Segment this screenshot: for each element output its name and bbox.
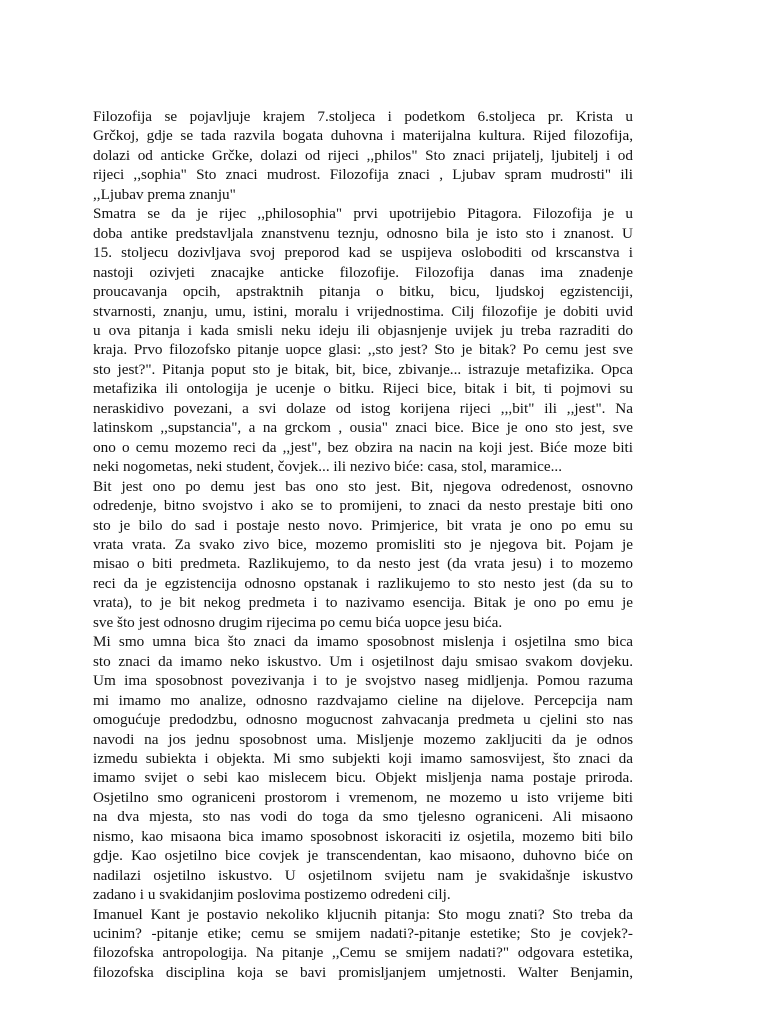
document-body-text [93, 107, 633, 982]
text-line: stvarnosti, znanju, umu, istini, moralu i vrijednostima. Cilj filozofije je dobiti uvid [93, 302, 633, 320]
text-line: sve što jest odnosno drugim rijecima po cemu bića uopce jesu bića. [93, 613, 503, 631]
text-line: odredenje, bitno svojstvo i ako se to promijeni, to znaci da nesto prestaje biti ono [93, 497, 633, 515]
text-line: na dva mjesta, sto nas vodi do toga da smo tjelesno ograniceni. Ali misaono [93, 808, 633, 826]
text-line: Smatra se da je rijec ,,philosophia" prvi upotrijebio Pitagora. Filozofija je u [93, 205, 633, 223]
text-line: rijeci ,,sophia" Sto znaci mudrost. Filozofija znaci , Ljubav spram mudrosti" ili [93, 166, 633, 184]
text-line: misao o biti predmeta. Razlikujemo, to da nesto jest (da vrata jesu) i to mozemo [93, 555, 633, 573]
text-line: gdje. Kao osjetilno bice covjek je transcendentan, kao misaono, duhovno biće on [93, 847, 633, 865]
text-line: sto je bilo do sad i postaje nesto novo. Primjerice, bit vrata je ono po emu su [93, 516, 633, 534]
text-line: proucavanja opcih, apstraktnih pitanja o bitku, bicu, ljudskoj egzistenciji, [93, 283, 633, 301]
text-line: kraja. Prvo filozofsko pitanje uopce glasi: ,,sto jest? Sto je bitak? Po cemu jest sve [93, 341, 633, 359]
text-line: izmedu subiekta i objekta. Mi smo subjekti koji imamo samosvijest, što znaci da [93, 749, 633, 767]
text-line: Imanuel Kant je postavio nekoliko kljucnih pitanja: Sto mogu znati? Sto treba da [93, 905, 633, 923]
text-line: nastoji ozivjeti znacajke anticke filozofije. Filozofija danas ima znadenje [93, 263, 633, 281]
text-line: omogućuje predodzbu, odnosno mogucnost zahvacanja predmeta u cjelini sto nas [93, 711, 633, 729]
text-line: neraskidivo povezani, a svi dolaze od istog korijena rijeci ,,,bit" ili ,,jest". Na [93, 399, 633, 417]
text-line: nismo, kao misaona bica imamo sposobnost iskoraciti iz osjetila, mozemo biti bilo [93, 827, 633, 845]
text-line: latinskom ,,supstancia", a na grckom , ousia" znaci bice. Bice je ono sto jest, sve [93, 419, 633, 437]
text-line: Osjetilno smo ograniceni prostorom i vremenom, ne mozemo u isto vrijeme biti [93, 788, 633, 806]
text-line: metafizika ili ontologija je ucenje o bitku. Rijeci bice, bitak i bit, ti pojmovi su [93, 380, 633, 398]
text-line: ,,Ljubav prema znanju" [93, 185, 236, 203]
text-line: nadilazi osjetilno iskustvo. U osjetilnom svijetu nam je svakidašnje iskustvo [93, 866, 633, 884]
text-line: u ova pitanja i kada smisli neku ideju ili objasnjenje uvijek ju treba razraditi do [93, 321, 633, 339]
text-line: 15. stoljecu dozivljava svoj preporod kad se uspijeva osloboditi od krscanstva i [93, 244, 633, 262]
text-line: imamo svijet o sebi kao mislecem bicu. Objekt misljenja nama postaje priroda. [93, 769, 633, 787]
text-line: sto znaci da imamo neko iskustvo. Um i osjetilnost daju smisao svakom dovjeku. [93, 652, 633, 670]
text-line: navodi na jos jednu sposobnost uma. Misljenje mozemo zakljuciti da je odnos [93, 730, 633, 748]
text-line: filozofska disciplina koja se bavi promisljanjem umjetnosti. Walter Benjamin, [93, 963, 633, 981]
text-line: vrata vrata. Za svako zivo bice, mozemo promisliti sto je njegova bit. Pojam je [93, 535, 633, 553]
text-line: ono o cemu mozemo reci da ,,jest", bez obzira na nacin na koji jest. Biće moze biti [93, 438, 633, 456]
text-line: Um ima sposobnost povezivanja i to je svojstvo naseg midljenja. Pomou razuma [93, 672, 633, 690]
text-line: vrata), to je bit nekog predmeta i to nazivamo esencija. Bitak je ono po emu je [93, 594, 633, 612]
text-line: sto jest?". Pitanja poput sto je bitak, bit, bice, zbivanje... istrazuje metafizika. Opca [93, 360, 633, 378]
text-line: Filozofija se pojavljuje krajem 7.stoljeca i podetkom 6.stoljeca pr. Krista u [93, 108, 633, 125]
text-line: mi imamo mo analize, odnosno razdvajamo cieline na dijelove. Percepcija nam [93, 691, 633, 709]
text-line: neki nogometas, neki student, čovjek... ili nezivo biće: casa, stol, maramice... [93, 458, 562, 476]
text-line: Bit jest ono po demu jest bas ono sto jest. Bit, njegova odredenost, osnovno [93, 477, 633, 495]
text-line: filozofska antropologija. Na pitanje ,,Cemu se smijem nadati?" odgovara estetika, [93, 944, 633, 962]
text-line: Mi smo umna bica što znaci da imamo sposobnost mislenja i osjetilna smo bica [93, 633, 633, 651]
text-line: ucinim? -pitanje etike; cemu se smijem nadati?-pitanje estetike; Sto je covjek?- [93, 925, 633, 943]
text-line: zadano i u svakidanjim poslovima postizemo odredeni cilj. [93, 886, 451, 904]
text-line: Grčkoj, gdje se tada razvila bogata duhovna i materijalna kultura. Rijed filozofija, [93, 127, 633, 145]
text-line: reci da je egzistencija odnosno opstanak i razlikujemo to sto nesto jest (da su to [93, 574, 633, 592]
text-line: dolazi od anticke Grčke, dolazi od rijeci ,,philos" Sto znaci prijatelj, ljubitelj i od [93, 146, 633, 164]
text-line: doba antike predstavljala znanstvenu teznju, odnosno bila je isto sto i znanost. U [93, 224, 633, 242]
